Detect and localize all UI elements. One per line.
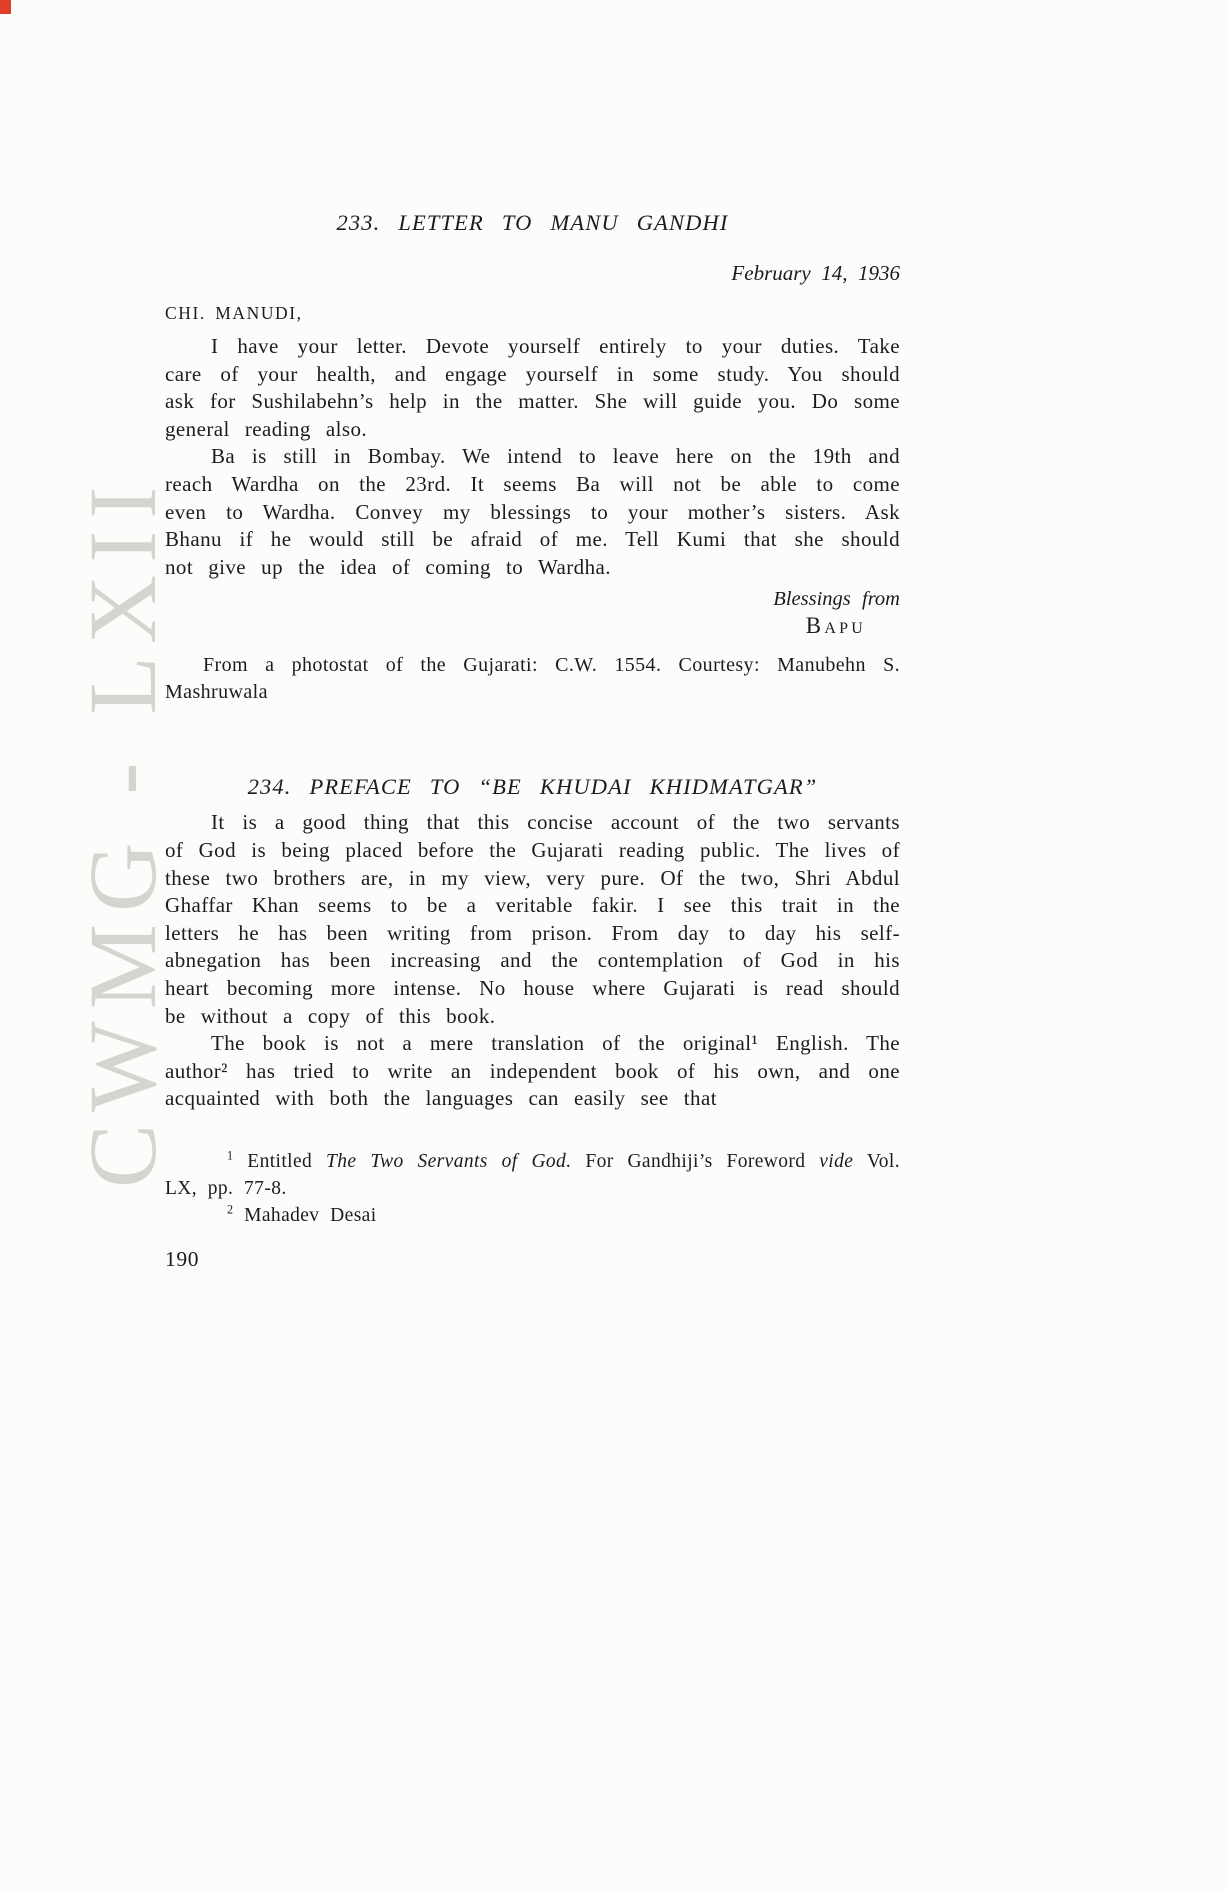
spine-watermark: CWMG - LXII: [69, 474, 176, 1188]
footnote-1-text: Vol. LX, pp. 77-8.: [165, 1150, 900, 1199]
footnotes-block: [165, 1148, 900, 1229]
letter-date: February 14, 1936: [731, 261, 900, 285]
footnote-1-vide: vide: [819, 1150, 854, 1172]
footnote-2-text: Mahadev Desai: [233, 1204, 377, 1226]
letter-salutation: CHI. MANUDI,: [165, 303, 303, 323]
letter-paragraph: Ba is still in Bombay. We intend to leave here on the 19th and reach Wardha on the 23rd. It seems Ba will not be able to come even to Wardha. Convey my blessings to your mother’s sisters. Ask Bhanu if he would still be afraid of me. Tell Kumi that she should not give up the idea of coming to Wardha.: [165, 444, 900, 579]
footnote-2: [165, 1202, 900, 1229]
letter-section: [165, 210, 900, 706]
preface-section: [165, 774, 900, 1113]
letter-signature: Bapu: [805, 613, 866, 639]
preface-paragraph: It is a good thing that this concise account of the two servants of God is being placed before the Gujarati reading public. The lives of these two brothers are, in my view, very pure. Of the two, Shri Abdul Ghaffar Khan seems to be a veritable fakir. I see this trait in the letters he has been writing from prison. From day to day his self-abnegation has been increasing and the contemplation of God in his heart becoming more intense. No house where Gujarati is read should be without a copy of this book.: [165, 810, 900, 1028]
footnote-1-text: Entitled: [233, 1150, 327, 1172]
footnote-1-book-title: The Two Servants of God.: [326, 1150, 572, 1172]
letter-valediction: Blessings from: [773, 588, 900, 611]
letter-heading: 233. LETTER TO MANU GANDHI: [336, 210, 729, 235]
scan-artifact-mark: [0, 0, 11, 14]
letter-paragraph: I have your letter. Devote yourself entirely to your duties. Take care of your health, and engage yourself in some study. You should ask for Sushilabehn’s help in the matter. She will guide you. Do some general reading also.: [165, 334, 900, 441]
footnote-1-marker: 1: [227, 1148, 234, 1163]
preface-heading: 234. PREFACE TO “BE KHUDAI KHIDMATGAR”: [247, 774, 818, 800]
footnote-2-marker: 2: [227, 1202, 234, 1217]
page-content: [165, 0, 900, 1272]
footnote-1-text: For Gandhiji’s Foreword: [571, 1150, 820, 1172]
source-note: From a photostat of the Gujarati: C.W. 1554. Courtesy: Manubehn S. Mashruwala: [165, 654, 900, 704]
footnote-1: [165, 1148, 900, 1202]
page-number: 190: [165, 1246, 200, 1271]
preface-paragraph: The book is not a mere translation of the original¹ English. The author² has tried to write an independent book of his own, and one acquainted with both the languages can easily see that: [165, 1031, 900, 1111]
